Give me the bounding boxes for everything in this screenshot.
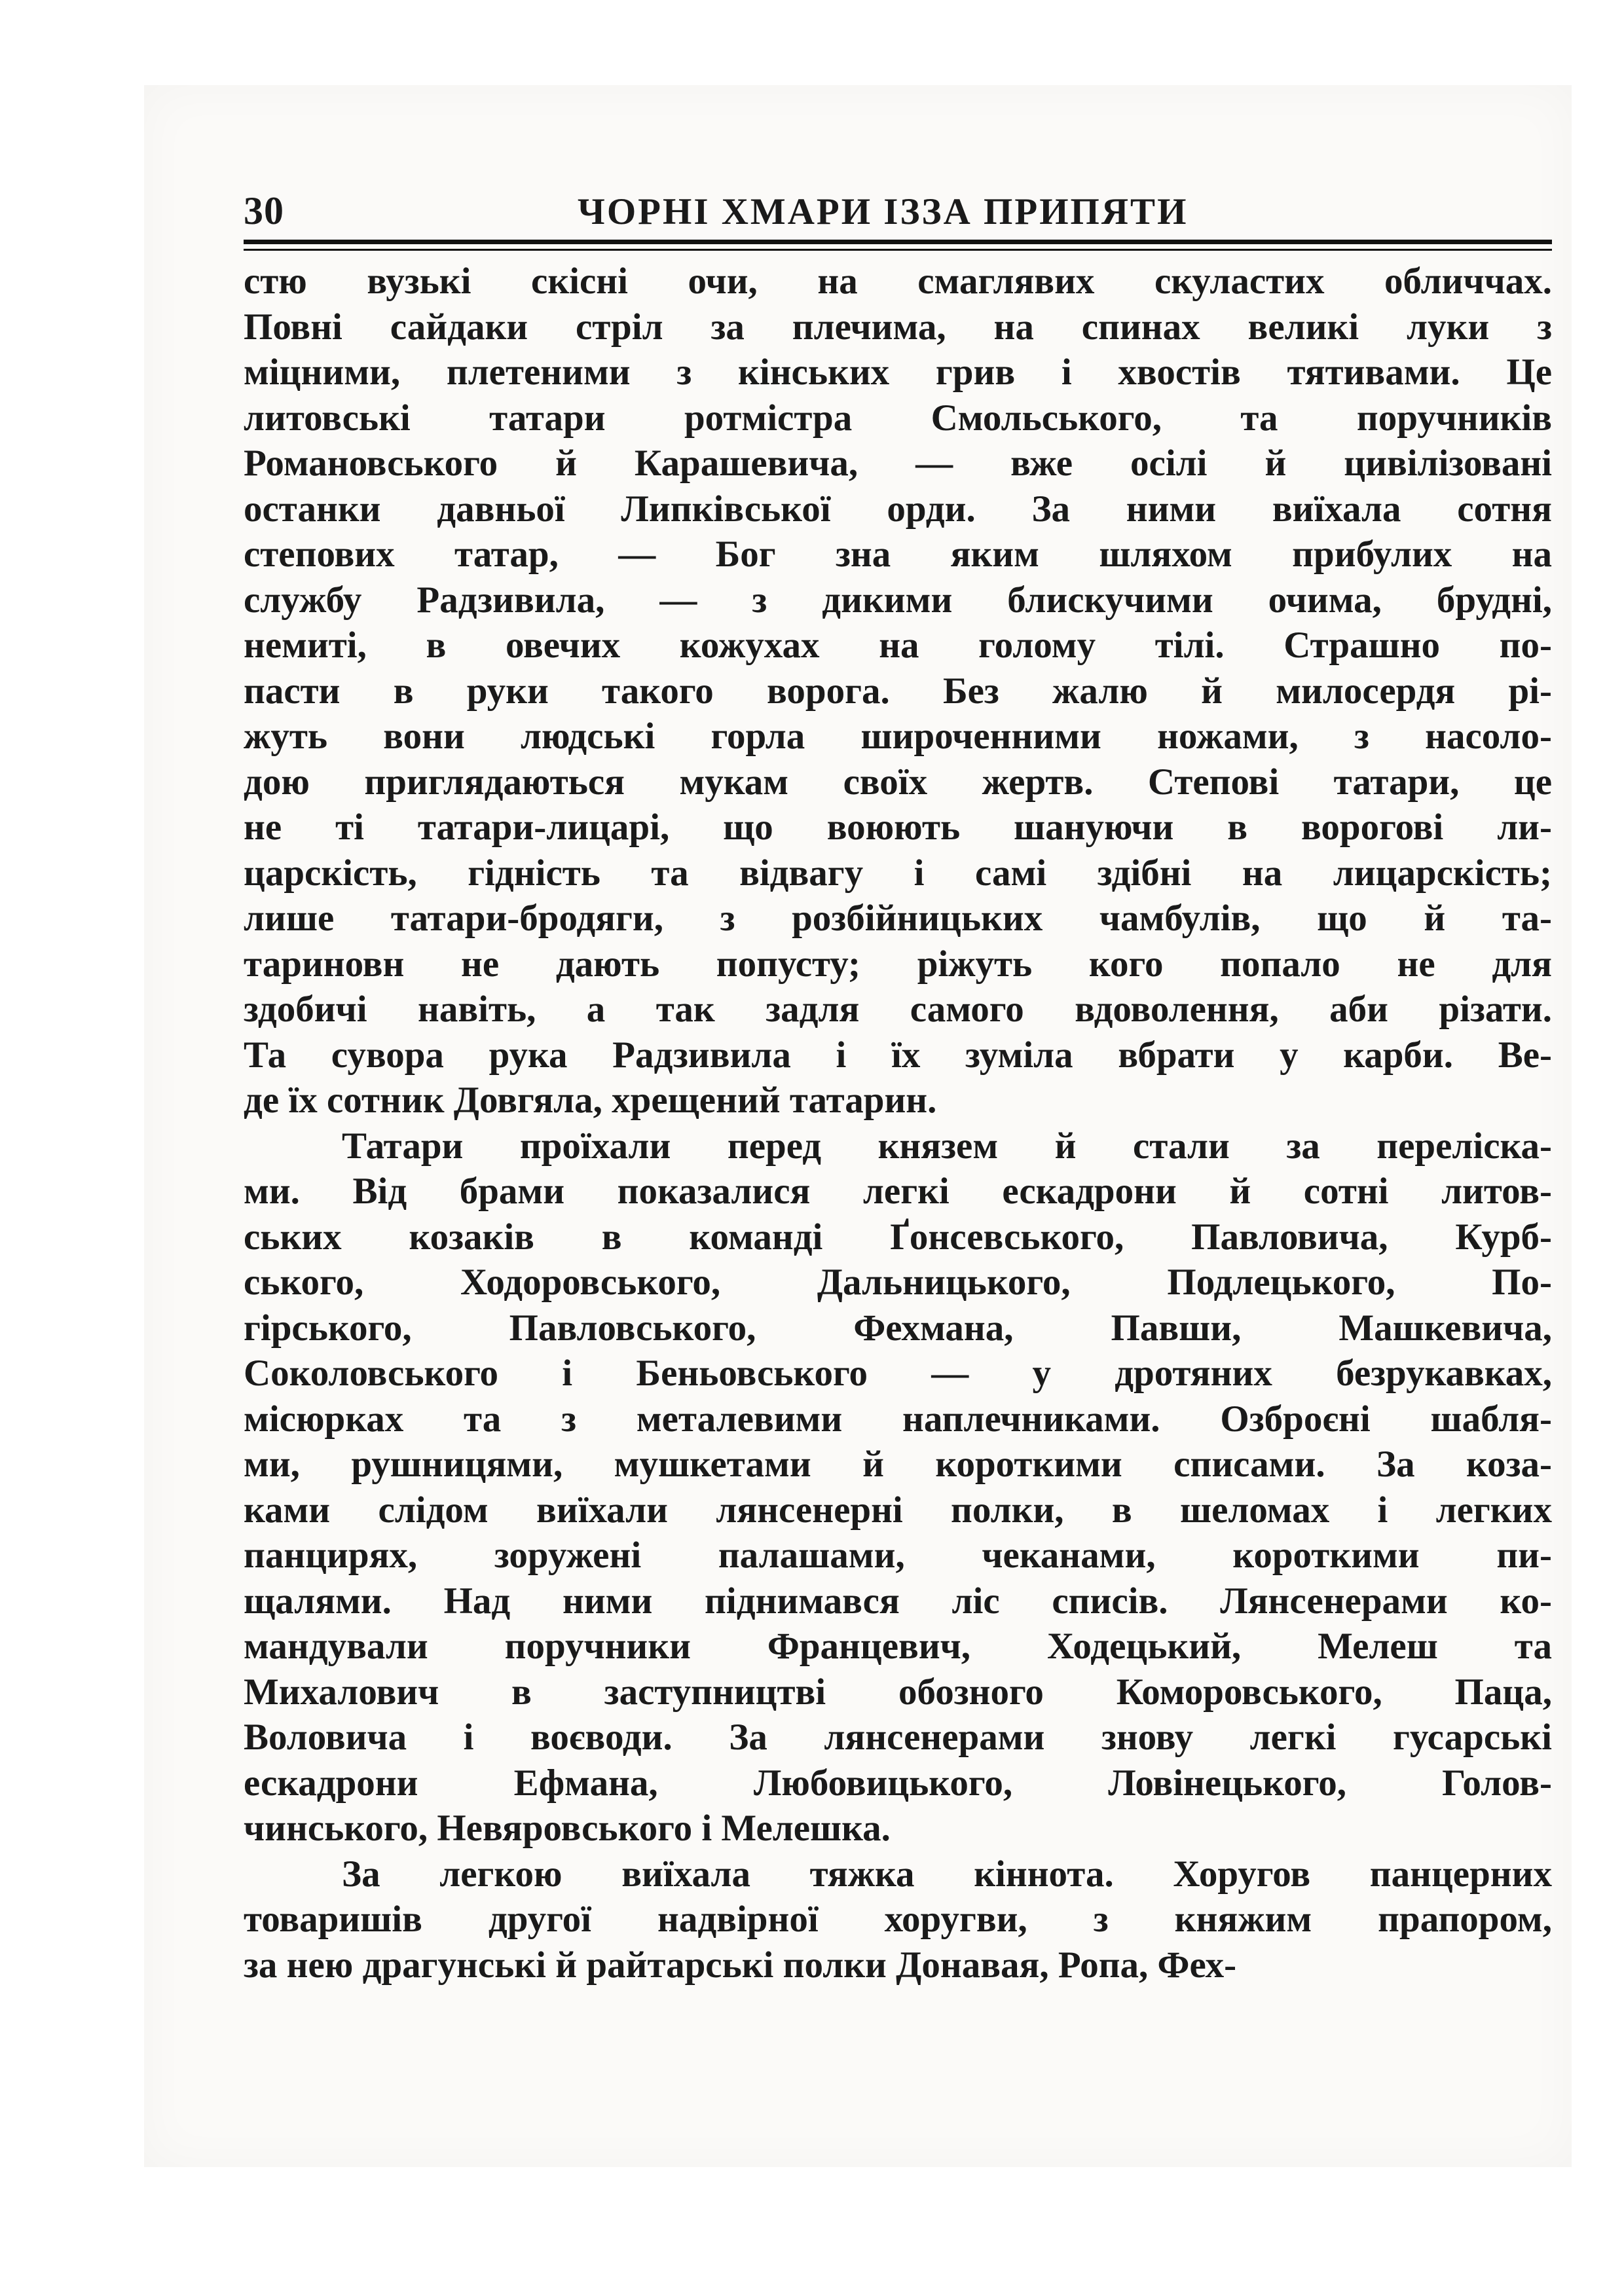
text-line: місюрках та з металевими наплечниками. Озброєні шабля-	[244, 1398, 1552, 1440]
text-line: дою приглядаються мукам своїх жертв. Степові татари, це	[244, 761, 1552, 803]
text-line: де їх сотник Довгяла, хрещений татарин.	[244, 1080, 937, 1121]
text-line: тариновн не дають попусту; ріжуть кого попало не для	[244, 943, 1552, 985]
page-number: 30	[244, 189, 284, 232]
page-header	[244, 172, 1552, 230]
text-line: царскість, гідність та відвагу і самі здібні на лицарскість;	[244, 852, 1552, 894]
text-line: ескадрони Ефмана, Любовицького, Ловінецького, Голов-	[244, 1762, 1552, 1804]
text-line: панцирях, зоружені палашами, чеканами, короткими пи-	[244, 1535, 1552, 1576]
text-line: ми. Від брами показалися легкі ескадрони й сотні литов-	[244, 1171, 1552, 1212]
text-line: Соколовського і Беньовського — у дротяних безрукавках,	[244, 1353, 1552, 1394]
text-line: стю вузькі скісні очи, на смаглявих скуластих обличчах.	[244, 261, 1552, 302]
text-line: жуть вони людські горла широченними ножами, з насоло-	[244, 716, 1552, 757]
text-line: Михалович в заступництві обозного Коморовського, Паца,	[244, 1671, 1552, 1713]
text-line: Воловича і воєводи. За лянсенерами знову легкі гусарські	[244, 1717, 1552, 1758]
text-line: ського, Ходоровського, Дальницького, Подлецького, По-	[244, 1262, 1552, 1303]
header-rule-thick	[244, 240, 1552, 244]
text-line: Романовського й Карашевича, — вже осілі й цивілізовані	[244, 443, 1552, 484]
paragraph	[244, 1123, 1552, 1851]
text-line: службу Радзивила, — з дикими блискучими очима, брудні,	[244, 579, 1552, 621]
text-line: степових татар, — Бог зна яким шляхом прибулих на	[244, 534, 1552, 575]
text-line: за нею драгунські й райтарські полки Донавая, Ропа, Фех-	[244, 1944, 1237, 1986]
text-line: гірського, Павловського, Фехмана, Павши, Машкевича,	[244, 1307, 1552, 1349]
text-line: здобичі навіть, а так задля самого вдоволення, аби різати.	[244, 989, 1552, 1030]
text-line: ками слідом виїхали лянсенерні полки, в шеломах і легких	[244, 1489, 1552, 1531]
text-line: щалями. Над ними піднимався ліс списів. Лянсенерами ко-	[244, 1580, 1552, 1622]
text-line: немиті, в овечих кожухах на голому тілі. Страшно по-	[244, 625, 1552, 666]
paragraph	[244, 1851, 1552, 1988]
text-line: Татари проїхали перед князем й стали за переліска-	[342, 1125, 1552, 1167]
running-title: ЧОРНІ ХМАРИ ІЗЗА ПРИПЯТИ	[578, 191, 1189, 232]
text-line: чинського, Невяровського і Мелешка.	[244, 1808, 891, 1849]
text-line: пасти в руки такого ворога. Без жалю й милосердя рі-	[244, 670, 1552, 712]
book-page	[244, 172, 1552, 1988]
text-line: Повні сайдаки стріл за плечима, на спинах великі луки з	[244, 306, 1552, 348]
text-line: останки давньої Липківської орди. За ними виїхала сотня	[244, 488, 1552, 530]
paragraph	[244, 259, 1552, 1123]
body-text	[244, 259, 1552, 1988]
text-line: За легкою виїхала тяжка кіннота. Хоругов панцерних	[342, 1853, 1552, 1895]
text-line: міцними, плетеними з кінських грив і хвостів тятивами. Це	[244, 352, 1552, 393]
text-line: мандували поручники Францевич, Ходецький, Мелеш та	[244, 1626, 1552, 1667]
text-line: Та сувора рука Радзивила і їх зуміла вбрати у карби. Ве-	[244, 1034, 1552, 1076]
text-line: литовські татари ротмістра Смольського, та поручників	[244, 397, 1552, 439]
text-line: ських козаків в команді Ґонсевського, Павловича, Курб-	[244, 1216, 1552, 1258]
text-line: ми, рушницями, мушкетами й короткими списами. За коза-	[244, 1444, 1552, 1485]
text-line: товаришів другої надвірної хоругви, з княжим прапором,	[244, 1899, 1552, 1940]
text-line: лише татари-бродяги, з розбійницьких чамбулів, що й та-	[244, 898, 1552, 939]
text-line: не ті татари-лицарі, що воюють шануючи в ворогові ли-	[244, 807, 1552, 848]
header-rule-thin	[244, 249, 1552, 251]
